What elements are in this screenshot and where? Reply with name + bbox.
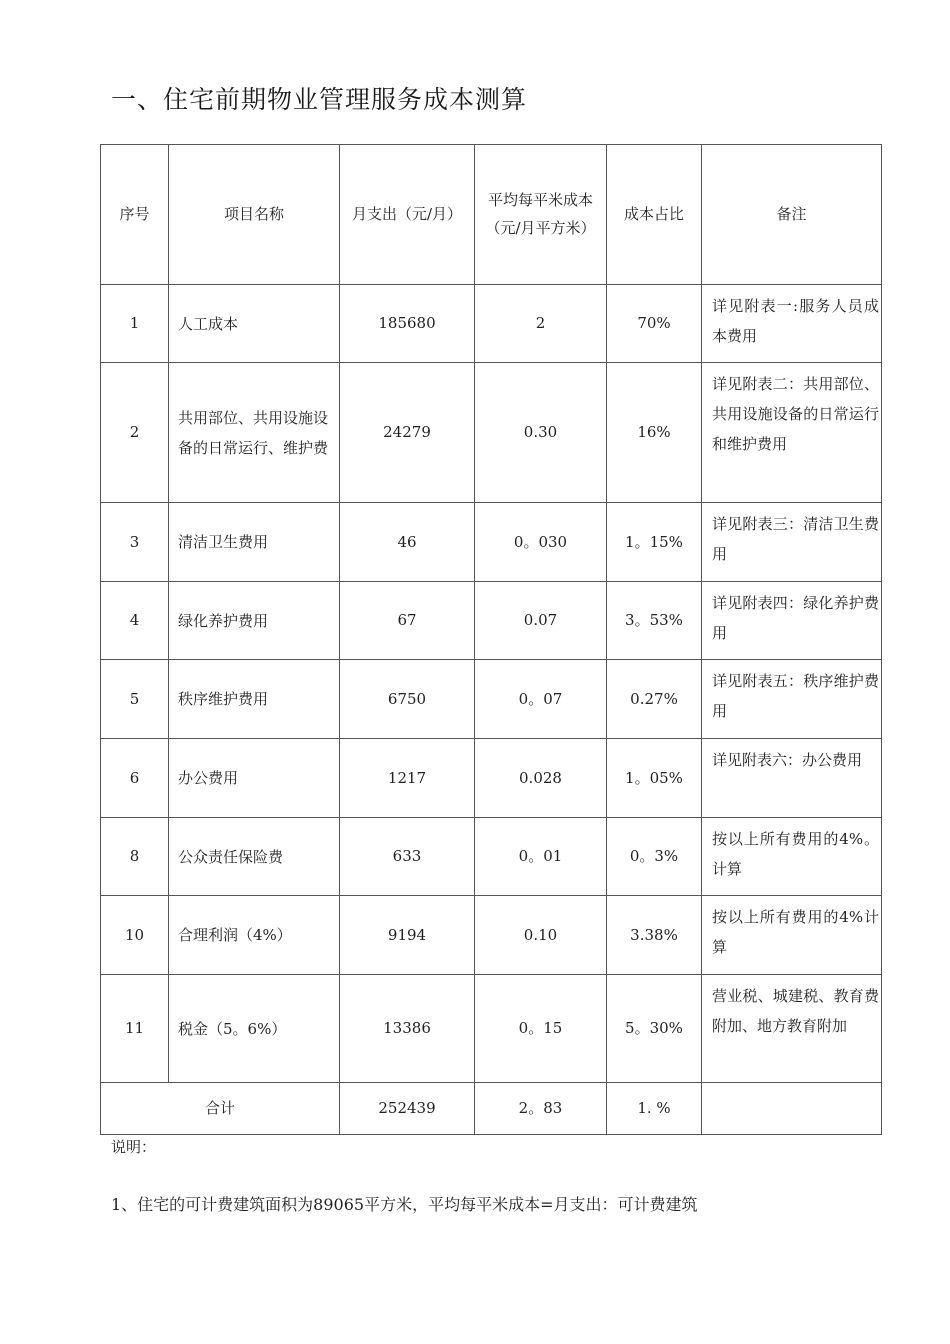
cell-note: 详见附表一:服务人员成本费用 (702, 285, 882, 363)
cell-monthly: 9194 (340, 896, 475, 975)
cell-ratio: 0。3% (607, 818, 702, 896)
total-note (702, 1083, 882, 1135)
table-row (101, 582, 882, 660)
cell-no: 10 (101, 896, 169, 975)
cell-note: 营业税、城建税、教育费附加、地方教育附加 (702, 975, 882, 1083)
cell-monthly: 24279 (340, 363, 475, 503)
notes-heading: 说明： (111, 1138, 157, 1156)
cell-ratio: 1。15% (607, 503, 702, 582)
header-monthly: 月支出（元/月） (340, 145, 475, 285)
header-ratio: 成本占比 (607, 145, 702, 285)
cell-name: 办公费用 (169, 739, 340, 818)
cell-avg-cost: 2 (475, 285, 607, 363)
cell-ratio: 0.27% (607, 660, 702, 739)
cell-monthly: 1217 (340, 739, 475, 818)
cell-name: 绿化养护费用 (169, 582, 340, 660)
cell-no: 1 (101, 285, 169, 363)
cell-ratio: 5。30% (607, 975, 702, 1083)
cell-avg-cost: 0.028 (475, 739, 607, 818)
cell-name: 税金（5。6%） (169, 975, 340, 1083)
total-avg-cost: 2。83 (475, 1083, 607, 1135)
cell-avg-cost: 0。01 (475, 818, 607, 896)
cell-monthly: 185680 (340, 285, 475, 363)
table-row (101, 818, 882, 896)
header-no: 序号 (101, 145, 169, 285)
cost-table (100, 144, 882, 1135)
cell-monthly: 633 (340, 818, 475, 896)
total-ratio: 1. % (607, 1083, 702, 1135)
header-note: 备注 (702, 145, 882, 285)
cell-avg-cost: 0.10 (475, 896, 607, 975)
table-row (101, 975, 882, 1083)
total-monthly: 252439 (340, 1083, 475, 1135)
table-row (101, 660, 882, 739)
cell-name: 清洁卫生费用 (169, 503, 340, 582)
cell-monthly: 13386 (340, 975, 475, 1083)
total-label: 合计 (101, 1083, 340, 1135)
cell-avg-cost: 0.30 (475, 363, 607, 503)
page-title: 一、住宅前期物业管理服务成本测算 (111, 85, 528, 114)
header-row (101, 145, 882, 285)
cell-avg-cost: 0.07 (475, 582, 607, 660)
notes-line-1: 1、住宅的可计费建筑面积为89065平方米，平均每平米成本=月支出：可计费建筑 (111, 1195, 698, 1214)
cell-avg-cost: 0。15 (475, 975, 607, 1083)
cell-no: 8 (101, 818, 169, 896)
cell-note: 按以上所有费用的4%计算 (702, 896, 882, 975)
cell-monthly: 46 (340, 503, 475, 582)
cell-avg-cost: 0。07 (475, 660, 607, 739)
table-row (101, 285, 882, 363)
cell-note: 详见附表四：绿化养护费用 (702, 582, 882, 660)
cell-note: 按以上所有费用的4%。计算 (702, 818, 882, 896)
cell-ratio: 3。53% (607, 582, 702, 660)
header-name: 项目名称 (169, 145, 340, 285)
cell-no: 6 (101, 739, 169, 818)
table-row (101, 503, 882, 582)
cell-no: 2 (101, 363, 169, 503)
cell-avg-cost: 0。030 (475, 503, 607, 582)
cell-ratio: 1。05% (607, 739, 702, 818)
cell-no: 5 (101, 660, 169, 739)
cell-monthly: 6750 (340, 660, 475, 739)
header-avg-cost: 平均每平米成本（元/月平方米） (475, 145, 607, 285)
table-row (101, 739, 882, 818)
cell-name: 秩序维护费用 (169, 660, 340, 739)
table-row (101, 363, 882, 503)
cell-ratio: 70% (607, 285, 702, 363)
cell-note: 详见附表五：秩序维护费用 (702, 660, 882, 739)
cell-note: 详见附表六：办公费用 (702, 739, 882, 818)
cell-no: 3 (101, 503, 169, 582)
cell-note: 详见附表二：共用部位、共用设施设备的日常运行和维护费用 (702, 363, 882, 503)
cell-monthly: 67 (340, 582, 475, 660)
cell-name: 合理利润（4%） (169, 896, 340, 975)
cell-no: 11 (101, 975, 169, 1083)
cell-name: 共用部位、共用设施设备的日常运行、维护费 (169, 363, 340, 503)
cell-name: 人工成本 (169, 285, 340, 363)
table-row (101, 896, 882, 975)
cell-ratio: 16% (607, 363, 702, 503)
cell-name: 公众责任保险费 (169, 818, 340, 896)
cell-no: 4 (101, 582, 169, 660)
cell-note: 详见附表三：清洁卫生费用 (702, 503, 882, 582)
cell-ratio: 3.38% (607, 896, 702, 975)
total-row (101, 1083, 882, 1135)
